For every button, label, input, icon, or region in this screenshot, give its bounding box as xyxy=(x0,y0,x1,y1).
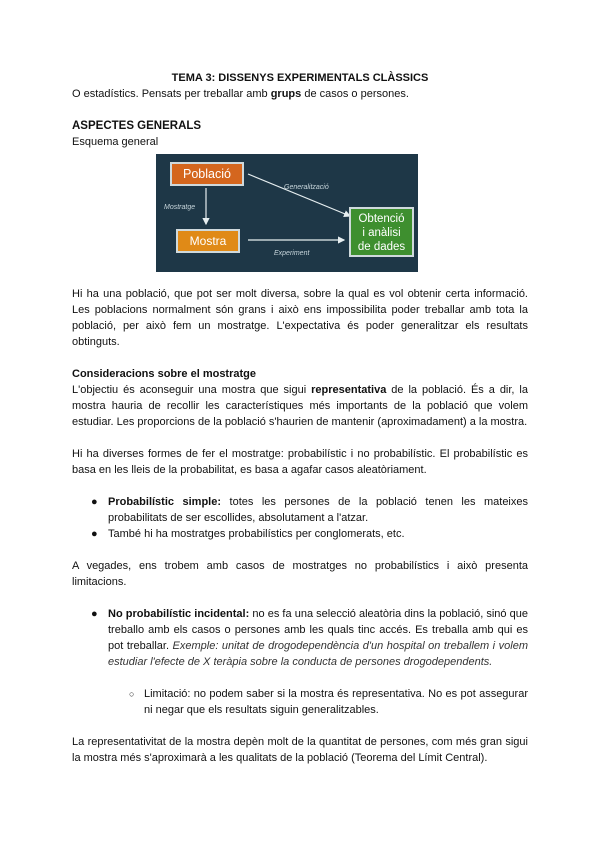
document-title: TEMA 3: DISSENYS EXPERIMENTALS CLÀSSICS xyxy=(171,72,429,84)
objectiu-text-end: de la població. És a dir, la mostra hauria de recollir les característiques més importants de la població que volem estudiar. Les proporcions de la població s'haurien de mantenir (aproximadament) a la mostra. xyxy=(72,384,528,428)
paragraph-limitacions: A vegades, ens trobem amb casos de mostratges no probabilístics i això presenta limitacions. xyxy=(72,560,528,588)
bullet-dot: ● xyxy=(91,608,98,620)
circle-bullet: ○ xyxy=(129,689,135,699)
diagram-box-poblacio: Població xyxy=(170,162,244,186)
label-generalitzacio: Generalització xyxy=(284,184,329,191)
bullet-dot: ● xyxy=(91,528,98,540)
intro-text-end: de casos o persones. xyxy=(301,88,409,100)
intro-text: O estadístics. Pensats per treballar amb xyxy=(72,88,271,100)
intro-paragraph xyxy=(72,86,528,102)
objectiu-bold: representativa xyxy=(311,384,387,396)
diagram-box-mostra: Mostra xyxy=(176,229,240,253)
obtencio-line2: i anàlisi xyxy=(362,227,401,239)
label-experiment: Experiment xyxy=(274,250,310,257)
bullet-bold: Probabilístic simple: xyxy=(108,496,222,508)
obtencio-line3: de dades xyxy=(357,241,406,253)
subheading-esquema: Esquema general xyxy=(72,136,159,148)
obtencio-line1: Obtenció xyxy=(358,213,405,225)
list-item xyxy=(72,526,528,542)
bullet-text: no es fa una selecció aleatòria dins la població, sinó que treballo amb els casos o persones amb les quals tinc accés. Es treballa amb qui es pot treballar. xyxy=(108,608,528,652)
list-item xyxy=(72,494,528,526)
paragraph-formes: Hi ha diverses formes de fer el mostratge: probabilístic i no probabilístic. El probabilístic es basa en les lleis de la probabilitat, es basa a agafar casos aleatòriament. xyxy=(72,448,528,476)
list-item xyxy=(72,686,528,718)
label-mostratge: Mostratge xyxy=(164,204,196,211)
section-heading-aspectes: ASPECTES GENERALS xyxy=(72,120,202,132)
bullet-text: També hi ha mostratges probabilístics per conglomerats, etc. xyxy=(108,528,405,540)
bullet-dot: ● xyxy=(91,496,98,508)
bullet-text: totes les persones de la població tenen les mateixes probabilitats de ser escollides, absolutament a l'atzar. xyxy=(108,496,528,524)
bullet-bold: No probabilístic incidental: xyxy=(108,608,250,620)
bullet-list-no-probabilistic xyxy=(72,606,528,670)
paragraph-representativitat: La representativitat de la mostra depèn molt de la quantitat de persones, com més gran sigui la mostra més s'aproximarà a les qualitats de la població (Teorema del Límit Central). xyxy=(72,736,528,764)
list-item xyxy=(72,606,528,670)
subbullet-text: Limitació: no podem saber si la mostra és representativa. No es pot assegurar ni negar que els resultats siguin generalitzables. xyxy=(144,688,528,716)
section-heading-mostratge: Consideracions sobre el mostratge xyxy=(72,368,256,380)
sub-bullet-list xyxy=(72,686,528,718)
schema-diagram xyxy=(156,154,418,272)
document-page xyxy=(72,70,528,766)
paragraph-objectiu xyxy=(72,382,528,430)
example-text: Exemple: unitat de drogodependència d'un hospital on treballem i volem estudiar l'efecte de X teràpia sobre la conducta de persones drogodependents. xyxy=(108,640,528,668)
intro-bold: grups xyxy=(270,88,302,100)
bullet-list-probabilistic xyxy=(72,494,528,542)
objectiu-text: L'objectiu és aconseguir una mostra que sigui xyxy=(72,384,312,396)
diagram-box-obtencio xyxy=(349,207,414,257)
paragraph-poblacio: Hi ha una població, que pot ser molt diversa, sobre la qual es vol obtenir certa informació. Les poblacions normalment són grans i això ens impossibilita poder treballar amb tota la població, per això fem un mostratge. L'expectativa és poder generalitzar els resultats obtinguts. xyxy=(72,288,528,348)
